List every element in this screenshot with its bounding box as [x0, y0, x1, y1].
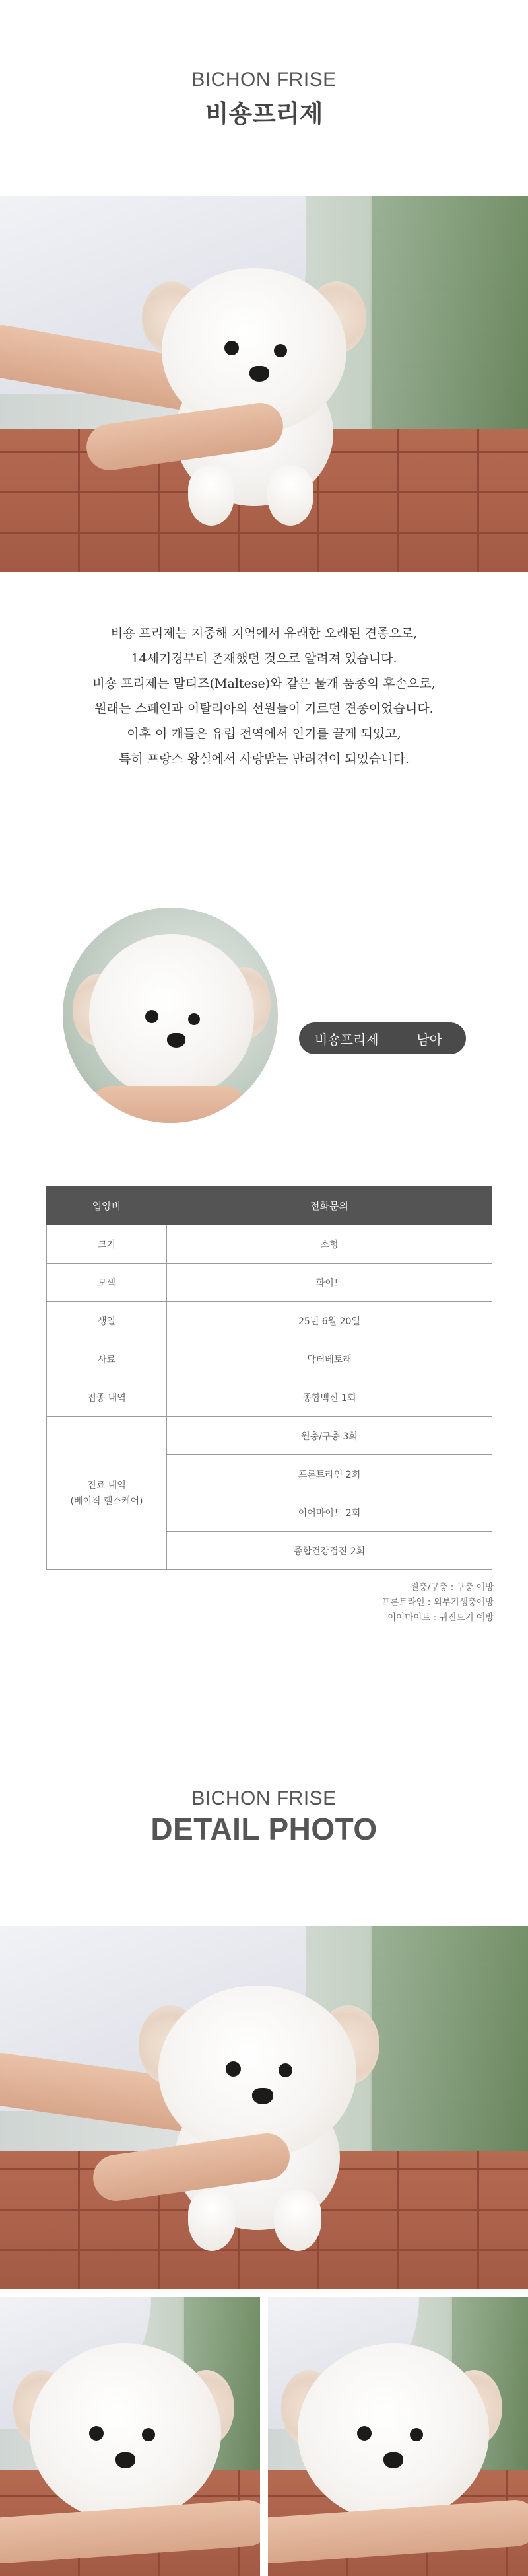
row-value: 화이트 — [167, 1264, 492, 1302]
intro-line: 비숑 프리제는 지중해 지역에서 유래한 오래된 견종으로, — [110, 626, 418, 641]
table-row — [47, 1264, 492, 1302]
row-value: 25년 6월 20일 — [167, 1302, 492, 1340]
treatment-label — [47, 1417, 167, 1570]
section-title-ko: 비숑프리제 — [205, 100, 323, 128]
puppy-portrait — [63, 908, 278, 1123]
puppy-detail-photo-right — [268, 2297, 528, 2576]
treatment-value: 종합건강검진 2회 — [167, 1532, 492, 1570]
detail-heading — [0, 1787, 528, 1847]
row-label: 생일 — [47, 1302, 167, 1340]
section-title-en: BICHON FRISE — [191, 69, 337, 90]
contact-header: 전화문의 — [167, 1187, 492, 1225]
row-value: 닥터베토래 — [167, 1340, 492, 1378]
puppy-photo — [0, 196, 528, 572]
price-header: 입양비 — [47, 1187, 167, 1225]
treatment-value: 이어마이트 2회 — [167, 1493, 492, 1532]
intro-line: 14세기경부터 존재했던 것으로 알려져 있습니다. — [131, 651, 397, 666]
note-line: 원충/구충 : 구충 예방 — [410, 1582, 494, 1592]
row-label: 크기 — [47, 1225, 167, 1264]
info-table — [46, 1186, 492, 1570]
table-row — [47, 1378, 492, 1417]
intro-line: 이후 이 개들은 유럽 전역에서 인기를 끌게 되었고, — [127, 727, 401, 741]
row-label: 접종 내역 — [47, 1378, 167, 1417]
intro-line: 비숑 프리제는 말티즈(Maltese)와 같은 물개 품종의 후손으로, — [92, 676, 436, 691]
treatment-label-line: 진료 내역 — [87, 1480, 126, 1491]
puppy-detail-photo — [0, 1926, 528, 2289]
row-label: 모색 — [47, 1264, 167, 1302]
breed-label: 비숑프리제 — [315, 1031, 379, 1048]
puppy-detail-photo-left — [0, 2297, 260, 2576]
detail-title-en: BICHON FRISE — [191, 1787, 337, 1809]
gender-label: 남아 — [416, 1031, 442, 1048]
note-line: 프론트라인 : 외부기생충예방 — [381, 1597, 494, 1608]
detail-title: DETAIL PHOTO — [150, 1812, 378, 1846]
treatment-label-line: (베이직 헬스케어) — [70, 1495, 143, 1507]
table-row — [47, 1302, 492, 1340]
intro-text — [0, 621, 528, 771]
intro-line: 원래는 스페인과 이탈리아의 선원들이 기르던 견종이었습니다. — [94, 701, 434, 716]
row-value: 종합백신 1회 — [167, 1378, 492, 1417]
table-row — [47, 1340, 492, 1378]
table-notes — [381, 1580, 494, 1626]
table-row — [47, 1417, 492, 1455]
profile-badge — [299, 1022, 466, 1054]
table-row — [47, 1225, 492, 1264]
intro-line: 특히 프랑스 왕실에서 사랑받는 반려견이 되었습니다. — [118, 752, 410, 766]
row-value: 소형 — [167, 1225, 492, 1264]
table-header-row — [47, 1187, 492, 1225]
section-heading — [0, 69, 528, 129]
treatment-value: 원충/구충 3회 — [167, 1417, 492, 1455]
note-line: 이어마이트 : 귀진드기 예방 — [387, 1612, 494, 1623]
row-label: 사료 — [47, 1340, 167, 1378]
treatment-value: 프론트라인 2회 — [167, 1455, 492, 1493]
